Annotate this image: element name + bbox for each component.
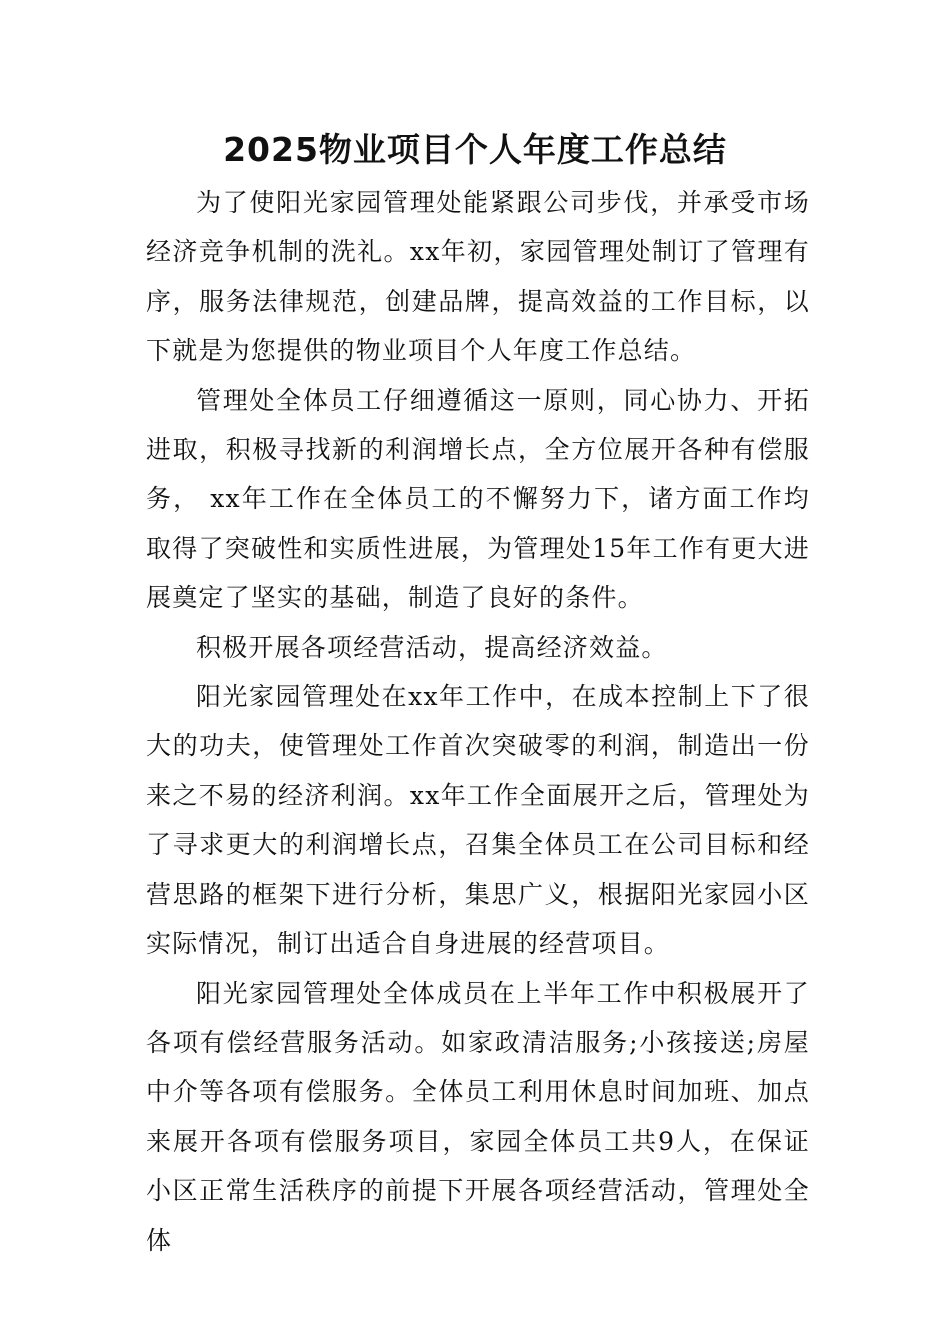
paragraph-1: 为了使阳光家园管理处能紧跟公司步伐，并承受市场经济竞争机制的洗礼。xx年初，家园管理处制订了管理有序，服务法律规范，创建品牌，提高效益的工作目标，以下就是为您提供的物业项目个人年度工作总结。: [146, 188, 810, 366]
document-title: 2025物业项目个人年度工作总结: [223, 130, 727, 169]
paragraph-3: 积极开展各项经营活动，提高经济效益。: [196, 632, 668, 662]
paragraph-2: 管理处全体员工仔细遵循这一原则，同心协力、开拓进取，积极寻找新的利润增长点，全方位展开各种有偿服务， xx年工作在全体员工的不懈努力下，诸方面工作均取得了突破性和实质性进展，为管理处15年工作有更大进展奠定了坚实的基础，制造了良好的条件。: [146, 385, 810, 613]
paragraph-4: 阳光家园管理处在xx年工作中，在成本控制上下了很大的功夫，使管理处工作首次突破零的利润，制造出一份来之不易的经济利润。xx年工作全面展开之后，管理处为了寻求更大的利润增长点，召集全体员工在公司目标和经营思路的框架下进行分析，集思广义，根据阳光家园小区实际情况，制订出适合自身进展的经营项目。: [146, 682, 810, 959]
document-body: [146, 178, 810, 1265]
paragraph-5: 阳光家园管理处全体成员在上半年工作中积极展开了各项有偿经营服务活动。如家政清洁服务;小孩接送;房屋中介等各项有偿服务。全体员工利用休息时间加班、加点来展开各项有偿服务项目，家园全体员工共9人，在保证小区正常生活秩序的前提下开展各项经营活动，管理处全体: [146, 978, 810, 1255]
